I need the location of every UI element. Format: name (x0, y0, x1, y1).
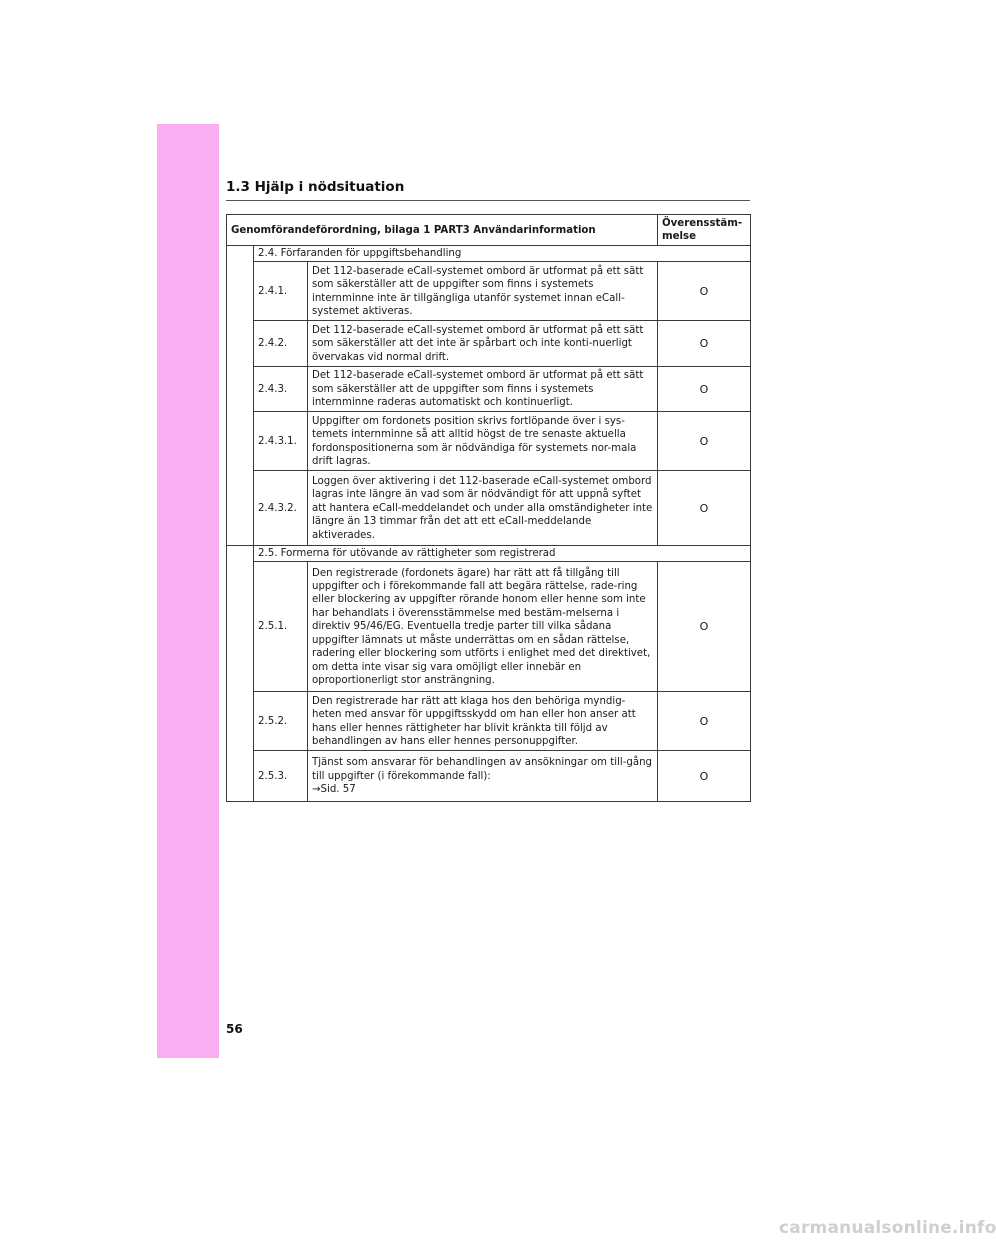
row-text: Det 112-baserade eCall-systemet ombord är utformat på ett sätt som säkerställer att de uppgifter som finns i systemets internminne raderas automatiskt och kontinuerligt. (308, 367, 658, 412)
section-title: 1.3 Hjälp i nödsituation (226, 179, 405, 195)
compliance-mark: O (658, 321, 751, 367)
table-row (227, 751, 751, 802)
row-text: Uppgifter om fordonets position skrivs fortlöpande över i sys-temets internminne så att alltid högst de tre senaste aktuella fordonspositionerna som är nödvändiga för systemets nor-mala drift lagras. (308, 412, 658, 471)
group-header-row (227, 546, 751, 562)
section-title-rule (226, 200, 750, 201)
table-row (227, 321, 751, 367)
table-header-row (227, 215, 751, 246)
group-title: 2.5. Formerna för utövande av rättigheter som registrerad (254, 546, 751, 562)
row-number: 2.4.3.2. (254, 471, 308, 546)
row-number: 2.4.3. (254, 367, 308, 412)
row-number: 2.5.2. (254, 692, 308, 751)
row-number: 2.5.1. (254, 562, 308, 692)
compliance-mark: O (658, 692, 751, 751)
page-reference-link[interactable]: →Sid. 57 (312, 784, 356, 796)
compliance-mark: O (658, 562, 751, 692)
compliance-table (226, 214, 751, 802)
compliance-mark: O (658, 367, 751, 412)
group-indent-cell (227, 246, 254, 546)
compliance-mark: O (658, 262, 751, 321)
table-row (227, 262, 751, 321)
row-number: 2.4.2. (254, 321, 308, 367)
table-row (227, 562, 751, 692)
row-text: Den registrerade (fordonets ägare) har rätt att få tillgång till uppgifter och i förekommande fall att begära rättelse, rade-ring eller blockering av uppgifter rörande honom eller henne som inte har behandlats i överensstämmelse med bestäm-melserna i direktiv 95/46/EG. Eventuella tredje parter till vilka sådana uppgifter lämnats ut måste underrättas om en sådan rättelse, radering eller blockering som utförts i enlighet med det direktivet, om detta inte visar sig vara omöjligt eller innebär en oproportionerligt stor ansträngning. (308, 562, 658, 692)
row-text-with-ref (308, 751, 658, 802)
header-compliance: Överensstäm- melse (658, 215, 751, 246)
header-regulation: Genomförandeförordning, bilaga 1 PART3 Användarinformation (227, 215, 658, 246)
table-row (227, 692, 751, 751)
table-row (227, 412, 751, 471)
chapter-side-tab (157, 124, 219, 1058)
table-row (227, 367, 751, 412)
row-text: Det 112-baserade eCall-systemet ombord är utformat på ett sätt som säkerställer att de uppgifter som finns i systemets internminne inte är tillgängliga utanför systemet innan eCall-systemet aktiveras. (308, 262, 658, 321)
compliance-mark: O (658, 471, 751, 546)
group-title: 2.4. Förfaranden för uppgiftsbehandling (254, 246, 751, 262)
group-header-row (227, 246, 751, 262)
group-indent-cell (227, 546, 254, 802)
row-text: Loggen över aktivering i det 112-baserade eCall-systemet ombord lagras inte längre än vad som är nödvändigt för att uppnå syftet att hantera eCall-meddelandet och under alla omständigheter inte längre än 13 timmar från det att ett eCall-meddelande aktiverades. (308, 471, 658, 546)
compliance-mark: O (658, 412, 751, 471)
page-number: 56 (226, 1022, 243, 1036)
row-number: 2.4.3.1. (254, 412, 308, 471)
row-number: 2.4.1. (254, 262, 308, 321)
row-text: Det 112-baserade eCall-systemet ombord är utformat på ett sätt som säkerställer att det inte är spårbart och inte konti-nuerligt övervakas vid normal drift. (308, 321, 658, 367)
compliance-mark: O (658, 751, 751, 802)
row-text: Den registrerade har rätt att klaga hos den behöriga myndig-heten med ansvar för uppgiftsskydd om han eller hon anser att hans eller hennes rättigheter har blivit kränkta till följd av behandlingen av hans eller hennes personuppgifter. (308, 692, 658, 751)
table-row (227, 471, 751, 546)
watermark-text: carmanualsonline.info (779, 1218, 996, 1238)
row-number: 2.5.3. (254, 751, 308, 802)
row-text: Tjänst som ansvarar för behandlingen av ansökningar om till-gång till uppgifter (i förekommande fall): (312, 757, 653, 782)
